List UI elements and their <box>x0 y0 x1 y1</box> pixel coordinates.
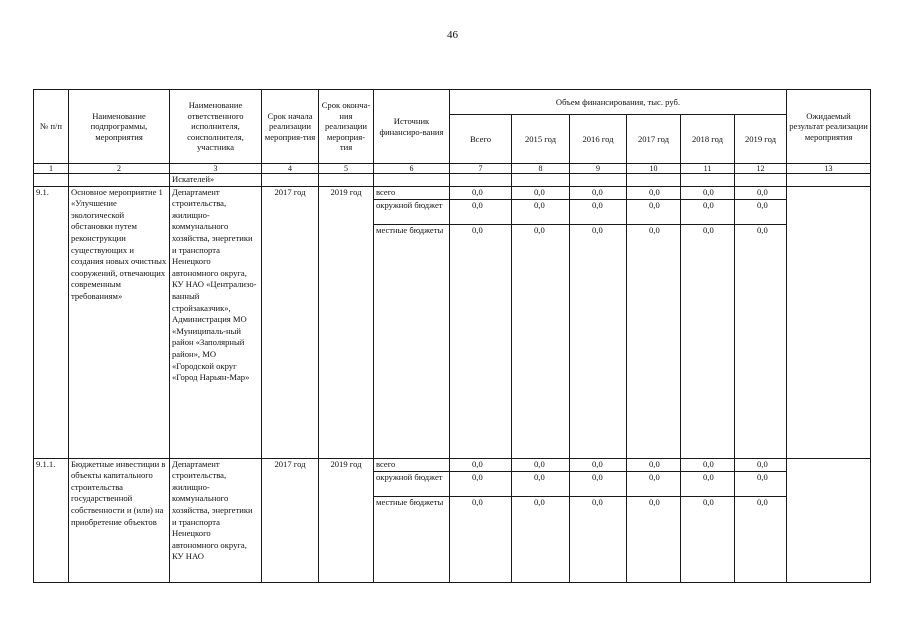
value-cell: 0,0 <box>512 187 569 200</box>
value-cell: 0,0 <box>703 496 714 507</box>
header-responsible: Наименование ответственного исполнителя, соисполнителя, участника <box>170 90 262 164</box>
value-cell: 0,0 <box>681 200 734 225</box>
header-2017: 2017 год <box>627 115 681 164</box>
value-cell: 0,0 <box>592 224 603 235</box>
value-cell: 0,0 <box>472 496 483 507</box>
header-total: Всего <box>450 115 512 164</box>
value-cell: 0,0 <box>627 187 680 200</box>
column-number: 11 <box>681 164 735 174</box>
header-end: Срок оконча-ния реализации мероприя-тия <box>319 90 374 164</box>
column-number: 5 <box>319 164 374 174</box>
column-number: 8 <box>512 164 570 174</box>
header-2018: 2018 год <box>681 115 735 164</box>
row-number: 9.1. <box>34 186 69 458</box>
header-2015: 2015 год <box>512 115 570 164</box>
header-no: № п/п <box>34 90 69 164</box>
value-cell: 0,0 <box>450 187 511 200</box>
header-start: Срок начала реализации мероприя-тия <box>262 90 319 164</box>
source-item: окружной бюджет <box>374 472 449 497</box>
value-cell: 0,0 <box>472 224 483 235</box>
column-number: 9 <box>570 164 627 174</box>
page-number: 46 <box>447 29 458 41</box>
column-number: 13 <box>787 164 871 174</box>
value-cell: 0,0 <box>570 200 626 225</box>
row-responsible: Департамент строительства, жилищно-коммунального хозяйства, энергетики и транспорта Ненецкого автономного округа, КУ НАО «Централизо-ванный стройзаказчик», Администрация МО «Муниципаль-ный район «Заполярный район», МО «Городской округ «Город Нарьян-Мар» <box>170 186 262 458</box>
source-item: местные бюджеты <box>376 224 444 235</box>
value-cell: 0,0 <box>703 224 714 235</box>
row-total <box>450 186 512 458</box>
column-number: 10 <box>627 164 681 174</box>
funding-table <box>33 89 871 583</box>
value-cell: 0,0 <box>512 459 569 472</box>
row-2017 <box>627 186 681 458</box>
row-2019 <box>735 458 787 582</box>
value-cell: 0,0 <box>681 459 734 472</box>
row-sources <box>374 186 450 458</box>
value-cell: 0,0 <box>627 459 680 472</box>
row-2015 <box>512 458 570 582</box>
value-cell: 0,0 <box>450 200 511 225</box>
value-cell: 0,0 <box>649 224 660 235</box>
row-name: Бюджетные инвестиции в объекты капитального строительства государственной собственности и (или) на приобретение объектов <box>69 458 170 582</box>
value-cell: 0,0 <box>512 472 569 497</box>
value-cell: 0,0 <box>627 472 680 497</box>
header-2016: 2016 год <box>570 115 627 164</box>
header-source: Источник финансиро-вания <box>374 90 450 164</box>
continuation-text: Искателей» <box>170 174 262 187</box>
column-number: 7 <box>450 164 512 174</box>
value-cell: 0,0 <box>570 459 626 472</box>
row-result <box>787 458 871 582</box>
column-number: 6 <box>374 164 450 174</box>
row-result <box>787 186 871 458</box>
row-responsible: Департамент строительства, жилищно-коммунального хозяйства, энергетики и транспорта Ненецкого автономного округа, КУ НАО <box>170 458 262 582</box>
row-2019 <box>735 186 787 458</box>
row-name: Основное мероприятие 1 «Улучшение экологической обстановки путем реконструкции существующих и создания новых очистных сооружений, отвечающих современным требованиям» <box>69 186 170 458</box>
value-cell: 0,0 <box>570 472 626 497</box>
column-number: 12 <box>735 164 787 174</box>
table-row <box>34 458 871 582</box>
continuation-row <box>34 174 871 187</box>
column-number: 2 <box>69 164 170 174</box>
value-cell: 0,0 <box>681 187 734 200</box>
header-funding-group: Объем финансирования, тыс. руб. <box>450 90 787 115</box>
value-cell: 0,0 <box>649 496 660 507</box>
value-cell: 0,0 <box>592 496 603 507</box>
row-start: 2017 год <box>262 458 319 582</box>
value-cell: 0,0 <box>735 472 786 497</box>
row-2016 <box>570 458 627 582</box>
column-number: 4 <box>262 164 319 174</box>
table-row <box>34 186 871 458</box>
header-name: Наименование подпрограммы, мероприятия <box>69 90 170 164</box>
value-cell: 0,0 <box>735 187 786 200</box>
source-item: окружной бюджет <box>374 200 449 225</box>
value-cell: 0,0 <box>735 459 786 472</box>
value-cell: 0,0 <box>570 187 626 200</box>
value-cell: 0,0 <box>450 459 511 472</box>
header-result: Ожидаемый результат реализации мероприятия <box>787 90 871 164</box>
row-start: 2017 год <box>262 186 319 458</box>
row-2016 <box>570 186 627 458</box>
row-2017 <box>627 458 681 582</box>
source-item: всего <box>374 459 449 472</box>
value-cell: 0,0 <box>512 200 569 225</box>
row-2015 <box>512 186 570 458</box>
value-cell: 0,0 <box>735 200 786 225</box>
row-end: 2019 год <box>319 186 374 458</box>
value-cell: 0,0 <box>757 496 768 507</box>
row-sources <box>374 458 450 582</box>
value-cell: 0,0 <box>450 472 511 497</box>
row-number: 9.1.1. <box>34 458 69 582</box>
row-end: 2019 год <box>319 458 374 582</box>
column-number: 3 <box>170 164 262 174</box>
value-cell: 0,0 <box>757 224 768 235</box>
value-cell: 0,0 <box>681 472 734 497</box>
row-2018 <box>681 186 735 458</box>
source-item: всего <box>374 187 449 200</box>
value-cell: 0,0 <box>627 200 680 225</box>
source-item: местные бюджеты <box>376 496 444 507</box>
row-2018 <box>681 458 735 582</box>
column-number-row <box>34 164 871 174</box>
value-cell: 0,0 <box>534 496 545 507</box>
row-total <box>450 458 512 582</box>
value-cell: 0,0 <box>534 224 545 235</box>
header-2019: 2019 год <box>735 115 787 164</box>
column-number: 1 <box>34 164 69 174</box>
